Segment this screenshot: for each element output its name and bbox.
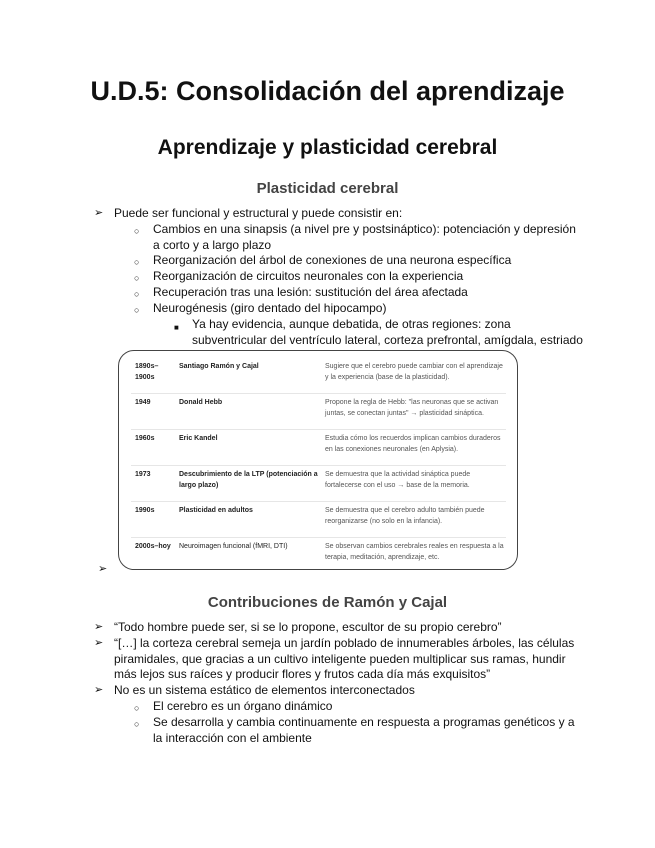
section-heading-plasticidad: Plasticidad cerebral <box>256 180 399 197</box>
circle-bullet-icon: ○ <box>134 226 140 236</box>
circle-bullet-icon: ○ <box>134 719 140 729</box>
timeline-description: Sugiere que el cerebro puede cambiar con el aprendizaje y la experiencia (base de la plasticidad). <box>325 363 503 381</box>
document-subtitle: Aprendizaje y plasticidad cerebral <box>157 136 498 159</box>
cajal-quote: “Todo hombre puede ser, si se lo propone, escultor de su propio cerebro” <box>114 620 502 634</box>
plasticity-subitem-text: Ya hay evidencia, aunque debatida, de otras regiones: zona <box>192 317 511 331</box>
cajal-subitem-text: la interacción con el ambiente <box>153 730 312 745</box>
timeline-year: 2000s–hoy <box>135 543 171 550</box>
timeline-name: Eric Kandel <box>179 435 218 442</box>
timeline-name: Descubrimiento de la LTP (potenciación a largo plazo) <box>179 471 318 489</box>
timeline-year: 1990s <box>135 507 155 514</box>
cajal-subitem-text: El cerebro es un órgano dinámico <box>153 699 333 713</box>
list-item <box>94 269 614 285</box>
list-item <box>94 206 614 222</box>
table-row <box>131 395 506 430</box>
circle-bullet-icon: ○ <box>134 703 140 713</box>
list-item <box>94 699 614 715</box>
plasticity-timeline-table <box>118 350 518 570</box>
plasticity-item-text: Recuperación tras una lesión: sustitución del área afectada <box>153 285 468 299</box>
plasticity-item-text: Reorganización del árbol de conexiones de una neurona específica <box>153 253 512 267</box>
plasticity-item-text: Reorganización de circuitos neuronales con la experiencia <box>153 269 464 283</box>
square-bullet-icon: ■ <box>174 323 179 332</box>
cajal-quote-line: piramidales, que gracias a un cultivo inteligente pueden multiplicar sus ramas, hundir <box>114 651 566 666</box>
timeline-description: Estudia cómo los recuerdos implican cambios duraderos en las conexiones neuronales (en Aplysia). <box>325 435 501 453</box>
timeline-year: 1890s–1900s <box>135 363 159 381</box>
list-item <box>94 620 614 636</box>
list-item <box>94 301 614 317</box>
cajal-list <box>94 620 614 746</box>
arrow-bullet-icon: ➢ <box>94 207 104 219</box>
timeline-description: Propone la regla de Hebb: "las neuronas que se activan juntas, se conectan juntas" → plasticidad sináptica. <box>325 399 499 417</box>
timeline-year: 1960s <box>135 435 155 442</box>
list-item <box>94 285 614 301</box>
list-item <box>94 253 614 269</box>
timeline-name: Plasticidad en adultos <box>179 507 253 514</box>
list-item <box>94 222 614 253</box>
circle-bullet-icon: ○ <box>134 305 140 315</box>
document-title: U.D.5: Consolidación del aprendizaje <box>90 76 565 106</box>
timeline-description: Se demuestra que el cerebro adulto también puede reorganizarse (no solo en la infancia). <box>325 507 485 525</box>
timeline-year: 1949 <box>135 399 151 406</box>
table-row <box>131 431 506 466</box>
timeline-name: Neuroimagen funcional (fMRI, DTI) <box>179 543 288 550</box>
cajal-subitem-text: Se desarrolla y cambia continuamente en respuesta a programas genéticos y a <box>153 715 575 729</box>
plasticity-item-text: Cambios en una sinapsis (a nivel pre y postsináptico): potenciación y depresión <box>153 222 576 236</box>
arrow-bullet-icon: ➢ <box>94 621 104 633</box>
list-item <box>94 317 614 348</box>
arrow-bullet-icon: ➢ <box>98 563 108 575</box>
plasticity-intro: Puede ser funcional y estructural y puede consistir en: <box>114 206 403 220</box>
timeline-name: Donald Hebb <box>179 399 223 406</box>
cajal-static-text: No es un sistema estático de elementos interconectados <box>114 683 415 697</box>
timeline-year: 1973 <box>135 471 151 478</box>
timeline-description: Se demuestra que la actividad sináptica puede fortalecerse con el uso → base de la memoria. <box>325 471 471 489</box>
circle-bullet-icon: ○ <box>134 257 140 267</box>
table-row <box>131 503 506 538</box>
arrow-bullet-icon: ➢ <box>94 637 104 649</box>
arrow-bullet-icon: ➢ <box>94 684 104 696</box>
circle-bullet-icon: ○ <box>134 289 140 299</box>
cajal-quote-line: “[…] la corteza cerebral semeja un jardín poblado de innumerables árboles, las células <box>114 636 575 650</box>
table-row <box>131 539 506 567</box>
list-item <box>94 715 614 746</box>
circle-bullet-icon: ○ <box>134 273 140 283</box>
timeline-description: Se observan cambios cerebrales reales en respuesta a la terapia, meditación, aprendizaje, etc. <box>325 543 504 561</box>
table-row <box>131 467 506 502</box>
section-heading-cajal: Contribuciones de Ramón y Cajal <box>207 594 448 611</box>
plasticity-item-text: a corto y a largo plazo <box>153 237 272 252</box>
list-item <box>94 683 614 699</box>
list-item <box>94 636 614 683</box>
cajal-quote-line: más lejos sus raíces y producir flores y frutos cada día más exquisitos” <box>114 667 491 681</box>
plasticity-subitem-text: subventricular del ventrículo lateral, corteza prefrontal, amígdala, estriado <box>192 332 583 347</box>
plasticity-list <box>94 206 614 348</box>
timeline-name: Santiago Ramón y Cajal <box>179 363 259 370</box>
plasticity-item-text: Neurogénesis (giro dentado del hipocampo) <box>153 301 387 315</box>
table-row <box>131 359 506 394</box>
